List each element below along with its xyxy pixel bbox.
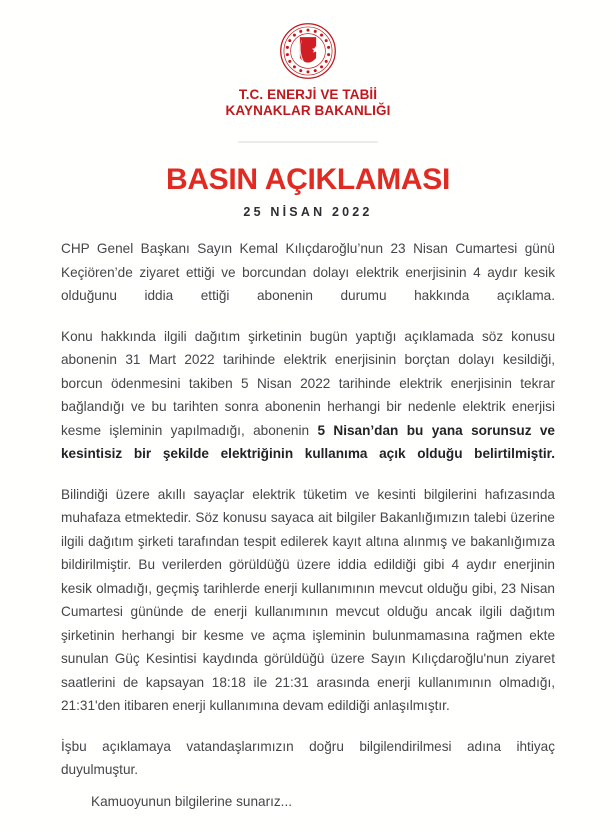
ministry-name-line-1: T.C. ENERJİ VE TABİİ (238, 87, 378, 102)
body-paragraph-4 (61, 735, 555, 814)
body-paragraph-3: Bilindiği üzere akıllı sayaçlar elektrik tüketim ve kesinti bilgilerini hafızasında muhafaza etmektedir. Söz konusu sayaca ait bilgiler Bakanlığımızın talebi üzerine ilgili dağıtım şirketi tarafından tespit edilerek kayıt altına alınmış ve bakanlığımıza bildirilmiştir. Bu verilerden görüldüğü üzere iddia edildiği gibi 4 aydır enerjinin kesik olmadığı, geçmiş tarihlerde enerji kullanımının mevcut olduğu gibi, 23 Nisan Cumartesi gününde de enerji kullanımının mevcut olduğu ancak ilgili dağıtım şirketinin herhangi bir kesme ve açma işleminin bulunmamasına rağmen ekte sunulan Güç Kesintisi kaydında görüldüğü üzere Sayın Kılıçdaroğlu'nun ziyaret saatlerini de kapsayan 18:18 ile 21:31 arasında enerji kullanımının olmadığı, 21:31'den itibaren enerji kullanımına devam edildiği anlaşılmıştır. (61, 486, 555, 713)
ministry-name (0, 87, 616, 119)
title-block (0, 163, 616, 219)
body-paragraph-1: CHP Genel Başkanı Sayın Kemal Kılıçdaroğlu’nun 23 Nisan Cumartesi günü Keçiören’de ziyaret ettiği ve borcundan dolayı elektrik enerjisinin 4 aydır kesik olduğunu iddia ettiği abonenin durumu hakkında açıklama. (61, 241, 555, 303)
body-paragraph-2-plain: Konu hakkında ilgili dağıtım şirketinin bugün yaptığı açıklamada söz konusu abonenin 31 Mart 2022 tarihinde elektrik enerjisinin borçtan dolayı kesildiği, borcun ödenmesini takiben 5 Nisan 2022 tarihinde elektrik enerjisinin tekrar bağlandığı ve bu tarihten sonra abonenin herhangi bir nedenle elektrik enerjisi kesme işleminin yapılmadığı, abonenin (61, 328, 555, 438)
body-paragraph-2 (61, 325, 555, 466)
document-body (61, 219, 555, 813)
header-divider-wrap (0, 133, 616, 151)
turkish-ministry-emblem-icon (279, 22, 337, 80)
document-date: 25 NİSAN 2022 (243, 205, 373, 219)
closing-line: Kamuoyunun bilgilerine sunarız... (91, 793, 292, 809)
horizontal-rule-icon (238, 141, 378, 143)
body-paragraph-4-text: İşbu açıklamaya vatandaşlarımızın doğru bilgilendirilmesi adına ihtiyaç duyulmuştur. (61, 738, 555, 777)
ministry-name-line-2: KAYNAKLAR BAKANLIĞI (225, 103, 391, 118)
body-paragraph-2-emphasis: 5 Nisan’dan bu yana sorunsuz ve kesintisiz bir şekilde elektriğinin kullanıma açık olduğu belirtilmiştir. (61, 422, 555, 461)
letterhead (0, 0, 616, 119)
page-title: BASIN AÇIKLAMASI (165, 163, 451, 196)
